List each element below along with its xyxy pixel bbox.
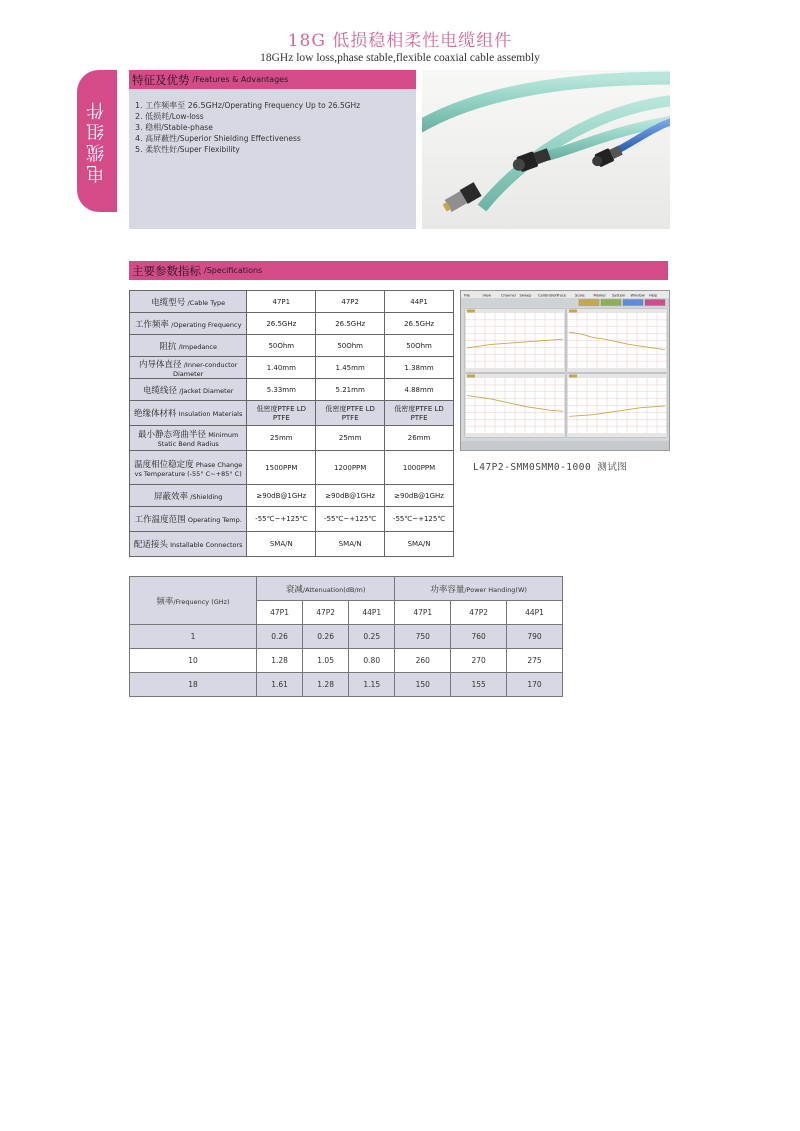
specifications-table bbox=[129, 290, 454, 557]
spec-value: 26.5GHz bbox=[385, 313, 454, 335]
att-value: 150 bbox=[395, 673, 451, 697]
vna-screen-image bbox=[461, 291, 669, 450]
specs-title-en: /Specifications bbox=[204, 266, 263, 275]
vna-statusbar bbox=[461, 441, 669, 450]
spec-row bbox=[130, 426, 454, 451]
att-value: 1.28 bbox=[257, 649, 303, 673]
vna-menu-item: Marker bbox=[593, 293, 606, 298]
vna-pane-marker bbox=[569, 310, 577, 313]
feature-item: 2. 低损耗/Low-loss bbox=[135, 112, 204, 121]
spec-value: 1200PPM bbox=[316, 451, 385, 485]
column-header: 47P2 bbox=[451, 601, 507, 625]
spec-value: 50Ohm bbox=[247, 335, 316, 357]
att-value: 1.28 bbox=[303, 673, 349, 697]
vna-pane-marker bbox=[467, 375, 475, 378]
column-header: 47P2 bbox=[303, 601, 349, 625]
spec-value: SMA/N bbox=[247, 532, 316, 557]
feature-item: 3. 稳相/Stable-phase bbox=[135, 123, 213, 132]
frequency-cell: 18 bbox=[130, 673, 257, 697]
att-value: 760 bbox=[451, 625, 507, 649]
side-category-tab bbox=[77, 70, 117, 212]
vna-menu-item: Channel bbox=[501, 293, 516, 298]
vna-pane-header bbox=[465, 309, 565, 313]
spec-row bbox=[130, 507, 454, 532]
vna-pane-footer bbox=[567, 433, 667, 437]
spec-value: 50Ohm bbox=[316, 335, 385, 357]
vna-menu-item: Window bbox=[630, 293, 645, 298]
att-value: 0.26 bbox=[257, 625, 303, 649]
feature-item: 5. 柔软性好/Super Flexibility bbox=[135, 145, 240, 154]
features-title-en: /Features & Advantages bbox=[192, 75, 289, 84]
spec-label: 电缆型号 /Cable Type bbox=[130, 291, 247, 313]
spec-value: 44P1 bbox=[385, 291, 454, 313]
spec-value: SMA/N bbox=[385, 532, 454, 557]
spec-row bbox=[130, 291, 454, 313]
att-header-row bbox=[130, 577, 563, 601]
spec-row bbox=[130, 485, 454, 507]
spec-value: SMA/N bbox=[316, 532, 385, 557]
att-value: 260 bbox=[395, 649, 451, 673]
spec-value: 26.5GHz bbox=[316, 313, 385, 335]
vna-trace-button bbox=[601, 300, 621, 306]
vna-menu-item: Sweep bbox=[519, 293, 532, 298]
spec-value: 50Ohm bbox=[385, 335, 454, 357]
spec-value: 1.45mm bbox=[316, 357, 385, 379]
spec-value: 5.33mm bbox=[247, 379, 316, 401]
spec-value: 1.38mm bbox=[385, 357, 454, 379]
vna-trace-button bbox=[579, 300, 599, 306]
vna-pane-header bbox=[465, 374, 565, 378]
spec-row bbox=[130, 401, 454, 426]
spec-value: 1500PPM bbox=[247, 451, 316, 485]
att-value: 750 bbox=[395, 625, 451, 649]
vna-pane-footer bbox=[465, 433, 565, 437]
spec-value: 26.5GHz bbox=[247, 313, 316, 335]
vna-menu-item: Scale bbox=[575, 293, 585, 298]
vna-menu-item: Calibration bbox=[538, 293, 558, 298]
spec-row bbox=[130, 379, 454, 401]
features-title-cn: 特征及优势 bbox=[132, 72, 190, 87]
spec-value: 低密度PTFE LD PTFE bbox=[385, 401, 454, 426]
feature-item: 1. 工作频率至 26.5GHz/Operating Frequency Up to 26.5GHz bbox=[135, 101, 361, 110]
spec-value: 26mm bbox=[385, 426, 454, 451]
spec-label: 阻抗 /Impedance bbox=[130, 335, 247, 357]
vna-trace-button bbox=[623, 300, 643, 306]
spec-value: ≥90dB@1GHz bbox=[316, 485, 385, 507]
spec-label: 配适接头 Installable Connectors bbox=[130, 532, 247, 557]
spec-value: 25mm bbox=[316, 426, 385, 451]
vna-pane-header bbox=[567, 374, 667, 378]
vna-menu-item: View bbox=[482, 293, 492, 298]
spec-label: 温度相位稳定度 Phase Change vs Temperature (-55° C~+85° C) bbox=[130, 451, 247, 485]
att-row bbox=[130, 625, 563, 649]
att-value: 790 bbox=[507, 625, 563, 649]
column-header: 44P1 bbox=[349, 601, 395, 625]
att-value: 0.80 bbox=[349, 649, 395, 673]
vna-trace-button bbox=[645, 300, 665, 306]
frequency-cell: 10 bbox=[130, 649, 257, 673]
frequency-cell: 1 bbox=[130, 625, 257, 649]
column-header: 47P1 bbox=[257, 601, 303, 625]
spec-row bbox=[130, 451, 454, 485]
side-tab-label: 电缆组件 bbox=[86, 99, 107, 183]
spec-value: -55℃~+125℃ bbox=[316, 507, 385, 532]
att-value: 1.05 bbox=[303, 649, 349, 673]
spec-value: 25mm bbox=[247, 426, 316, 451]
vna-menu-item: Trace bbox=[556, 293, 567, 298]
spec-value: 1000PPM bbox=[385, 451, 454, 485]
att-row bbox=[130, 649, 563, 673]
att-value: 270 bbox=[451, 649, 507, 673]
att-value: 170 bbox=[507, 673, 563, 697]
spec-row bbox=[130, 532, 454, 557]
page-subtitle: 18GHz low loss,phase stable,flexible coaxial cable assembly bbox=[260, 52, 540, 64]
spec-label: 工作温度范围 Operating Temp. bbox=[130, 507, 247, 532]
att-value: 0.26 bbox=[303, 625, 349, 649]
att-value: 1.15 bbox=[349, 673, 395, 697]
spec-value: ≥90dB@1GHz bbox=[385, 485, 454, 507]
attenuation-power-table bbox=[129, 576, 563, 697]
spec-value: -55℃~+125℃ bbox=[385, 507, 454, 532]
features-list bbox=[135, 100, 360, 155]
spec-label: 工作频率 /Operating Frequency bbox=[130, 313, 247, 335]
vna-pane-footer bbox=[465, 368, 565, 372]
cable-photo-illustration bbox=[422, 70, 670, 229]
att-value: 155 bbox=[451, 673, 507, 697]
att-value: 1.61 bbox=[257, 673, 303, 697]
column-header: 44P1 bbox=[507, 601, 563, 625]
column-header: 47P1 bbox=[395, 601, 451, 625]
specs-title-cn: 主要参数指标 bbox=[132, 263, 201, 278]
att-row bbox=[130, 673, 563, 697]
test-screenshot-caption: L47P2-SMM0SMM0-1000 测试图 bbox=[473, 462, 628, 473]
spec-value: 低密度PTFE LD PTFE bbox=[247, 401, 316, 426]
vna-pane-footer bbox=[567, 368, 667, 372]
att-value: 275 bbox=[507, 649, 563, 673]
spec-value: 47P1 bbox=[247, 291, 316, 313]
vna-pane-header bbox=[567, 309, 667, 313]
specifications-heading bbox=[129, 261, 668, 280]
feature-item: 4. 高屏蔽性/Superior Shielding Effectiveness bbox=[135, 134, 301, 143]
frequency-header: 频率/Frequency (GHz) bbox=[130, 577, 257, 625]
spec-value: 1.40mm bbox=[247, 357, 316, 379]
vna-menu-item: Help bbox=[649, 293, 658, 298]
spec-label: 电缆线径 /Jacket Diameter bbox=[130, 379, 247, 401]
power-header: 功率容量/Power Handing(W) bbox=[395, 577, 563, 601]
vna-pane-marker bbox=[569, 375, 577, 378]
vna-pane-marker bbox=[467, 310, 475, 313]
spec-label: 最小静态弯曲半径 Minimum Static Bend Radius bbox=[130, 426, 247, 451]
page-title: 18G 低损稳相柔性电缆组件 bbox=[287, 31, 513, 51]
cable-assembly-photo bbox=[422, 70, 670, 229]
attenuation-header: 衰减/Attenuation(dB/m) bbox=[257, 577, 395, 601]
spec-label: 内导体直径 /Inner-conductor Diameter bbox=[130, 357, 247, 379]
spec-value: -55℃~+125℃ bbox=[247, 507, 316, 532]
test-screenshot bbox=[460, 290, 670, 451]
spec-value: 5.21mm bbox=[316, 379, 385, 401]
spec-label: 绝缘体材料 Insulation Materials bbox=[130, 401, 247, 426]
att-value: 0.25 bbox=[349, 625, 395, 649]
spec-value: 4.88mm bbox=[385, 379, 454, 401]
spec-value: ≥90dB@1GHz bbox=[247, 485, 316, 507]
spec-row bbox=[130, 357, 454, 379]
vna-menu-item: File bbox=[464, 293, 471, 298]
features-heading bbox=[129, 70, 416, 89]
spec-row bbox=[130, 313, 454, 335]
spec-row bbox=[130, 335, 454, 357]
spec-label: 屏蔽效率 /Shielding bbox=[130, 485, 247, 507]
spec-value: 低密度PTFE LD PTFE bbox=[316, 401, 385, 426]
spec-value: 47P2 bbox=[316, 291, 385, 313]
vna-menu-item: System bbox=[612, 293, 626, 298]
